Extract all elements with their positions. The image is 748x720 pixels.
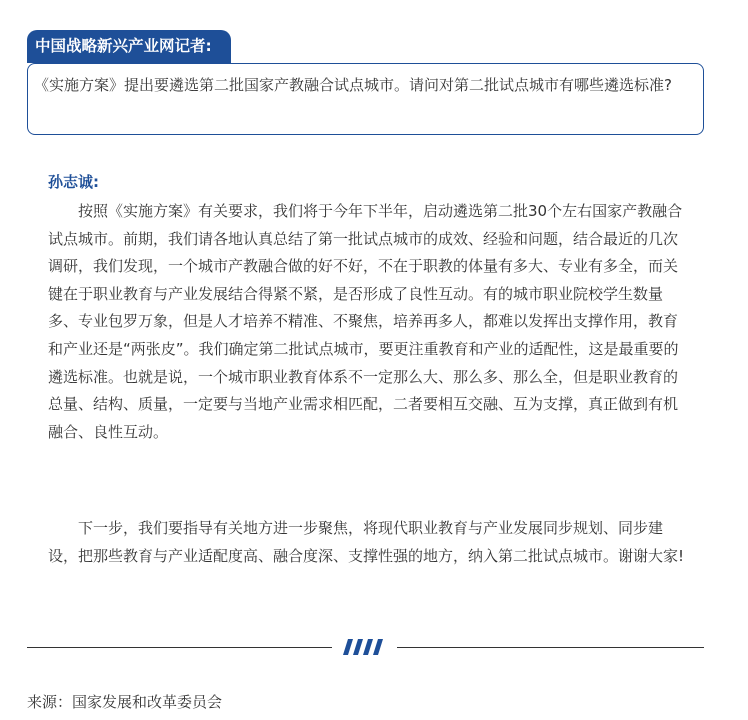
- answer-speaker: 孙志诚:: [48, 173, 99, 191]
- answer-paragraph-1: 按照《实施方案》有关要求，我们将于今年下半年，启动遴选第二批30个左右国家产教融合试点城市。前期，我们请各地认真总结了第一批试点城市的成效、经验和问题，结合最近的几次调研，我们发现，一个城市产教融合做的好不好，不在于职教的体量有多大、专业有多全，而关键在于职业教育与产业发展结合得紧不紧，是否形成了良性互动。有的城市职业院校学生数量多、专业包罗万象，但是人才培养不精准、不聚焦，培养再多人，都难以发挥出支撑作用，教育和产业还是“两张皮”。我们确定第二批试点城市，要更注重教育和产业的适配性，这是最重要的遴选标准。也就是说，一个城市职业教育体系不一定那么大、那么多、那么全，但是职业教育的总量、结构、质量，一定要与当地产业需求相匹配，二者要相互交融、互为支撑，真正做到有机融合、良性互动。: [48, 202, 683, 441]
- slashes-divider-icon: [339, 639, 391, 655]
- question-text: 《实施方案》提出要遴选第二批国家产教融合试点城市。请问对第二批试点城市有哪些遴选标准?: [34, 76, 672, 94]
- answer-paragraph-2: 下一步，我们要指导有关地方进一步聚焦，将现代职业教育与产业发展同步规划、同步建设，把那些教育与产业适配度高、融合度深、支撑性强的地方，纳入第二批试点城市。谢谢大家!: [48, 519, 685, 565]
- divider-line-right: [397, 647, 704, 648]
- divider-line-left: [27, 647, 332, 648]
- source-label: 来源：国家发展和改革委员会: [27, 693, 223, 711]
- question-tag: 中国战略新兴产业网记者:: [27, 30, 231, 63]
